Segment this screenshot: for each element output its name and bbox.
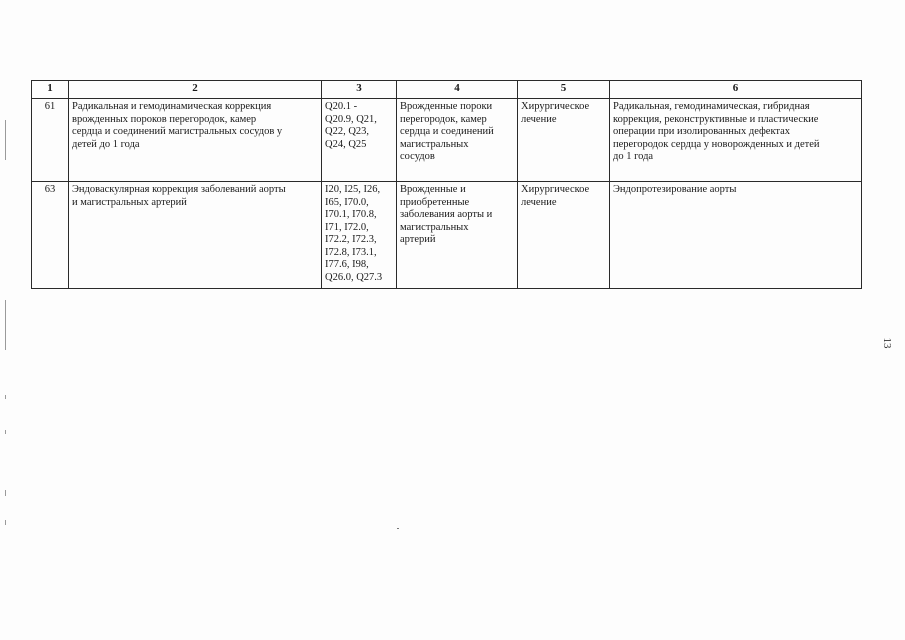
- medical-care-table: [31, 80, 862, 289]
- scan-margin-mark: [5, 430, 6, 434]
- column-header: 6: [610, 81, 862, 99]
- scan-margin-mark: [5, 520, 6, 525]
- table-row: [32, 99, 862, 182]
- row-number: 61: [32, 99, 69, 182]
- icd-codes: I20, I25, I26, I65, I70.0, I70.1, I70.8, I71, I72.0, I72.2, I72.3, I72.8, I73.1, I77.6, I98, Q26.0, Q27.3: [322, 182, 397, 289]
- treatment-method: Эндопротезирование аорты: [610, 182, 862, 289]
- scan-margin-mark: [5, 300, 6, 350]
- scan-margin-mark: [5, 490, 6, 496]
- column-header: 1: [32, 81, 69, 99]
- treatment-type: Хирургическое лечение: [518, 99, 610, 182]
- diagnosis-model: Врожденные и приобретенные заболевания аорты и магистральных артерий: [397, 182, 518, 289]
- care-type-name: Эндоваскулярная коррекция заболеваний аорты и магистральных артерий: [69, 182, 322, 289]
- page-number: 13: [881, 337, 893, 349]
- column-header: 3: [322, 81, 397, 99]
- column-header: 5: [518, 81, 610, 99]
- care-type-name: Радикальная и гемодинамическая коррекция врожденных пороков перегородок, камер сердца и соединений магистральных сосудов у детей до 1 года: [69, 99, 322, 182]
- treatment-method: Радикальная, гемодинамическая, гибридная коррекция, реконструктивные и пластические операции при изолированных дефектах перегородок сердца у новорожденных и детей до 1 года: [610, 99, 862, 182]
- scan-margin-mark: [5, 120, 6, 160]
- row-number: 63: [32, 182, 69, 289]
- column-header: 2: [69, 81, 322, 99]
- diagnosis-model: Врожденные пороки перегородок, камер сердца и соединений магистральных сосудов: [397, 99, 518, 182]
- icd-codes: Q20.1 - Q20.9, Q21, Q22, Q23, Q24, Q25: [322, 99, 397, 182]
- scan-margin-mark: [5, 395, 6, 399]
- column-header: 4: [397, 81, 518, 99]
- table-header-row: [32, 81, 862, 99]
- treatment-type: Хирургическое лечение: [518, 182, 610, 289]
- scan-speck: [397, 528, 399, 529]
- table-row: [32, 182, 862, 289]
